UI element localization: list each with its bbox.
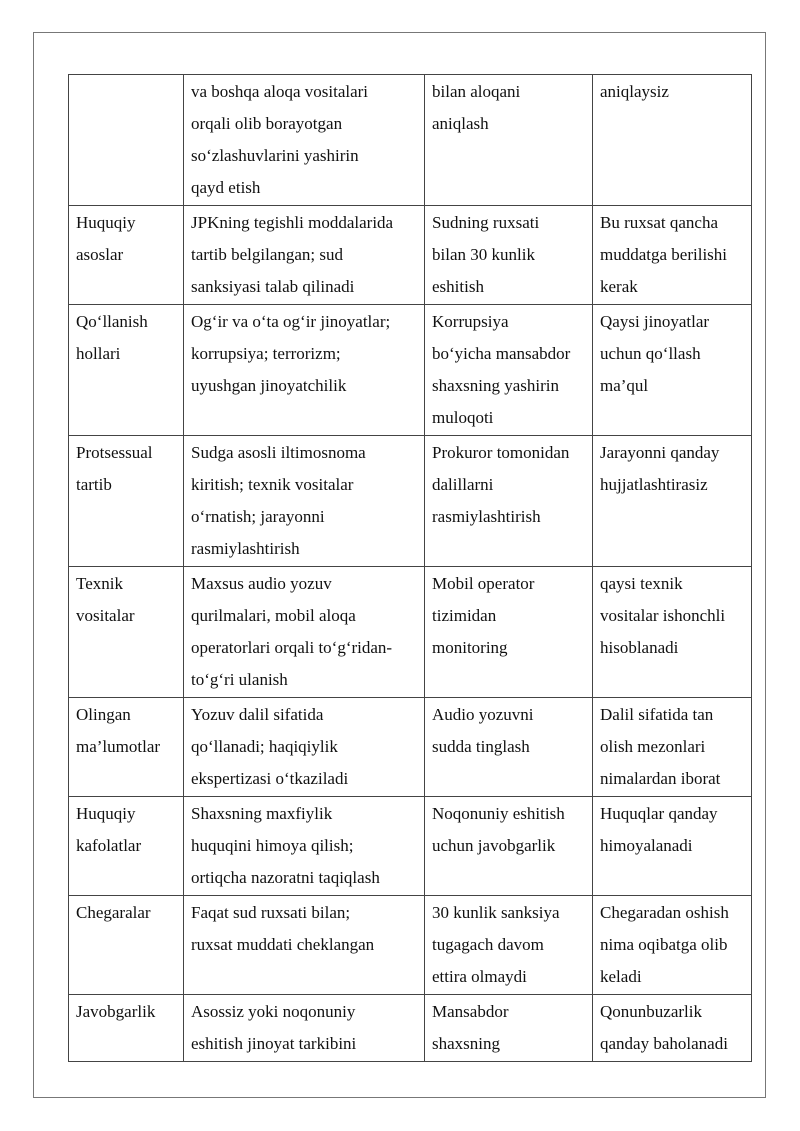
description-cell: [184, 436, 425, 567]
cell-text: Mansabdor shaxsning: [432, 1002, 509, 1053]
cell-text: Sudga asosli iltimosnoma kiritish; texnik vositalar o‘rnatish; jarayonni rasmiylashtirish: [191, 443, 366, 558]
row-category-cell: [69, 206, 184, 305]
description-cell: [184, 995, 425, 1062]
cell-text: Bu ruxsat qancha muddatga berilishi kerak: [600, 213, 728, 296]
description-cell: [184, 797, 425, 896]
question-cell: [593, 305, 752, 436]
row-category-cell: [69, 797, 184, 896]
cell-text: va boshqa aloqa vositalari orqali olib borayotgan so‘zlashuvlarini yashirin qayd etish: [191, 82, 369, 197]
row-category-cell: [69, 896, 184, 995]
document-table: [68, 74, 752, 1062]
row-category-cell: [69, 75, 184, 206]
cell-text: Qo‘llanish hollari: [76, 312, 148, 363]
cell-text: Qonunbuzarlik qanday baholanadi: [600, 1002, 728, 1053]
table-row: [69, 995, 752, 1062]
example-cell: [425, 896, 593, 995]
table-row: [69, 305, 752, 436]
description-cell: [184, 75, 425, 206]
table-row: [69, 436, 752, 567]
cell-text: JPKning tegishli moddalarida tartib belgilangan; sud sanksiyasi talab qilinadi: [191, 213, 394, 296]
row-category-cell: [69, 305, 184, 436]
table-row: [69, 698, 752, 797]
cell-text: Javobgarlik: [76, 1002, 156, 1021]
question-cell: [593, 75, 752, 206]
row-category-cell: [69, 567, 184, 698]
cell-text: Texnik vositalar: [76, 574, 135, 625]
cell-text: Jarayonni qanday hujjatlashtirasiz: [600, 443, 720, 494]
question-cell: [593, 797, 752, 896]
cell-text: Maxsus audio yozuv qurilmalari, mobil aloqa operatorlari orqali to‘g‘ridan- to‘g‘ri ulanish: [191, 574, 393, 689]
example-cell: [425, 797, 593, 896]
cell-text: Olingan ma’lumotlar: [76, 705, 161, 756]
cell-text: Mobil operator tizimidan monitoring: [432, 574, 535, 657]
example-cell: [425, 436, 593, 567]
example-cell: [425, 567, 593, 698]
cell-text: Yozuv dalil sifatida qo‘llanadi; haqiqiylik ekspertizasi o‘tkaziladi: [191, 705, 349, 788]
description-cell: [184, 305, 425, 436]
cell-text: Faqat sud ruxsati bilan; ruxsat muddati cheklangan: [191, 903, 375, 954]
question-cell: [593, 698, 752, 797]
table-row: [69, 896, 752, 995]
example-cell: [425, 995, 593, 1062]
cell-text: Huquqiy asoslar: [76, 213, 136, 264]
question-cell: [593, 436, 752, 567]
table-row: [69, 75, 752, 206]
table-row: [69, 206, 752, 305]
example-cell: [425, 75, 593, 206]
question-cell: [593, 206, 752, 305]
cell-text: Audio yozuvni sudda tinglash: [432, 705, 534, 756]
description-cell: [184, 567, 425, 698]
cell-text: Og‘ir va o‘ta og‘ir jinoyatlar; korrupsiya; terrorizm; uyushgan jinoyatchilik: [191, 312, 391, 395]
question-cell: [593, 896, 752, 995]
example-cell: [425, 698, 593, 797]
question-cell: [593, 995, 752, 1062]
cell-text: Chegaralar: [76, 903, 151, 922]
cell-text: qaysi texnik vositalar ishonchli hisoblanadi: [600, 574, 726, 657]
example-cell: [425, 206, 593, 305]
cell-text: aniqlaysiz: [600, 82, 669, 101]
cell-text: Noqonuniy eshitish uchun javobgarlik: [432, 804, 565, 855]
cell-text: Huquqlar qanday himoyalanadi: [600, 804, 718, 855]
description-cell: [184, 206, 425, 305]
cell-text: Prokuror tomonidan dalillarni rasmiylashtirish: [432, 443, 570, 526]
cell-text: Qaysi jinoyatlar uchun qo‘llash ma’qul: [600, 312, 710, 395]
row-category-cell: [69, 698, 184, 797]
description-cell: [184, 896, 425, 995]
question-cell: [593, 567, 752, 698]
row-category-cell: [69, 995, 184, 1062]
cell-text: Dalil sifatida tan olish mezonlari nimalardan iborat: [600, 705, 721, 788]
table-row: [69, 797, 752, 896]
cell-text: Chegaradan oshish nima oqibatga olib keladi: [600, 903, 729, 986]
cell-text: 30 kunlik sanksiya tugagach davom ettira olmaydi: [432, 903, 560, 986]
cell-text: Shaxsning maxfiylik huquqini himoya qilish; ortiqcha nazoratni taqiqlash: [191, 804, 380, 887]
example-cell: [425, 305, 593, 436]
cell-text: Asossiz yoki noqonuniy eshitish jinoyat tarkibini: [191, 1002, 357, 1053]
cell-text: Huquqiy kafolatlar: [76, 804, 142, 855]
row-category-cell: [69, 436, 184, 567]
cell-text: bilan aloqani aniqlash: [432, 82, 521, 133]
description-cell: [184, 698, 425, 797]
table-row: [69, 567, 752, 698]
cell-text: Korrupsiya bo‘yicha mansabdor shaxsning yashirin muloqoti: [432, 312, 571, 427]
cell-text: Sudning ruxsati bilan 30 kunlik eshitish: [432, 213, 540, 296]
cell-text: Protsessual tartib: [76, 443, 153, 494]
